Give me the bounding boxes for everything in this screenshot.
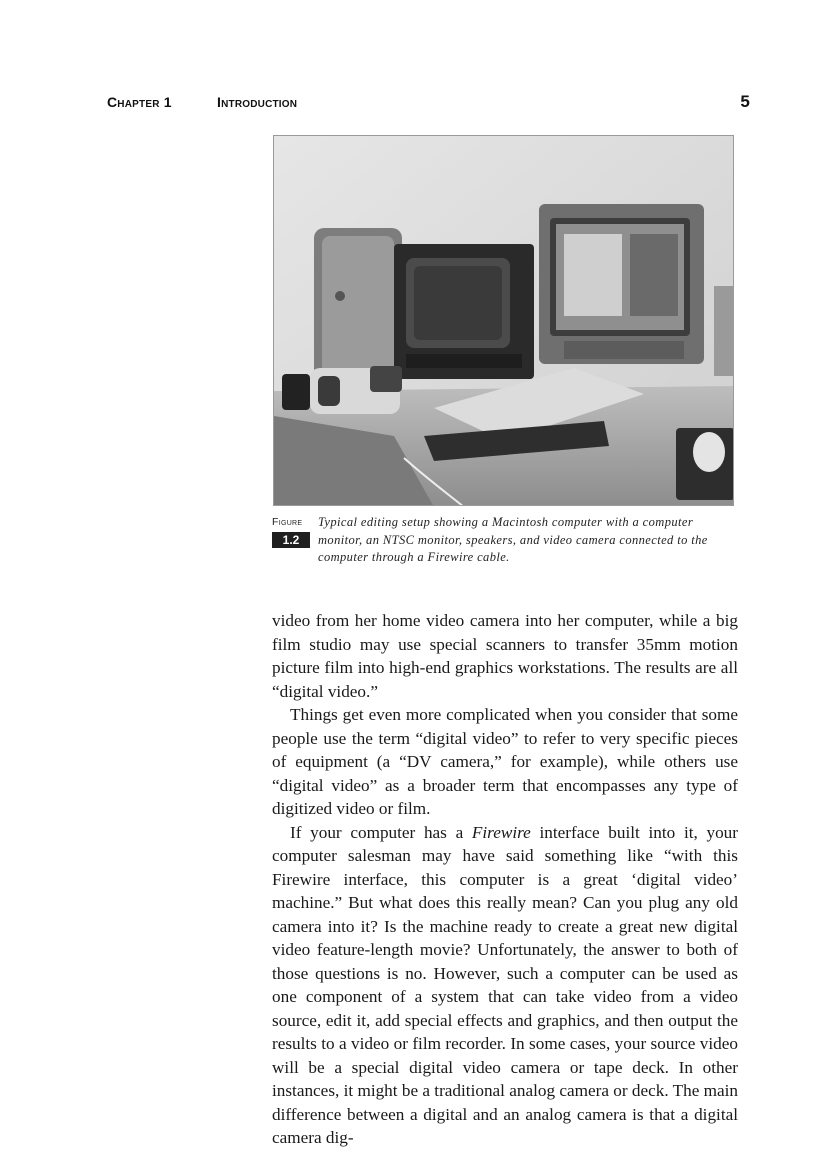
editing-setup-photo — [274, 136, 734, 506]
body-text — [272, 609, 738, 1150]
page-number: 5 — [740, 92, 750, 111]
paragraph-2: Things get even more complicated when you consider that some people use the term “digital video” to refer to very specific pieces of equipment (a “DV camera,” for example), while others use “digital video” as a broader term that encompasses any type of digitized video or film. — [272, 705, 738, 818]
figure-label: Figure — [272, 516, 303, 528]
firewire-term: Firewire — [471, 822, 531, 842]
paragraph-3-rest: interface built into it, your computer salesman may have said something like “with this Firewire interface, this computer is a great ‘digital video’ machine.” But what does this really mean? Can you plug any old camera into it? Is the machine ready to create a great new digital video feature-length movie? Unfortunately, the answer to both of those questions is no. However, such a computer can be used as one component of a system that can take video from a video source, edit it, add special effects and graphics, and then output the results to a video or film recorder. In some cases, your source video will be a special digital video camera or tape deck. In other instances, it might be a traditional analog camera or deck. The main difference between a digital and an analog camera is that a digital camera dig- — [272, 822, 738, 1147]
figure-caption: Typical editing setup showing a Macintosh computer with a computer monitor, an NTSC monitor, speakers, and video camera connected to the computer through a Firewire cable. — [318, 515, 708, 564]
paragraph-3 — [272, 821, 738, 1150]
paragraph-1: video from her home video camera into her computer, while a big film studio may use special scanners to transfer 35mm motion picture film into high-end graphics workstations. The results are all “digital video.” — [272, 611, 738, 701]
chapter-label: Chapter 1 — [107, 94, 172, 110]
figure-photo — [273, 135, 734, 506]
chapter-title: Introduction — [217, 94, 298, 110]
paragraph-3-start: If your computer has a — [290, 822, 472, 842]
figure-number-badge: 1.2 — [272, 532, 310, 548]
